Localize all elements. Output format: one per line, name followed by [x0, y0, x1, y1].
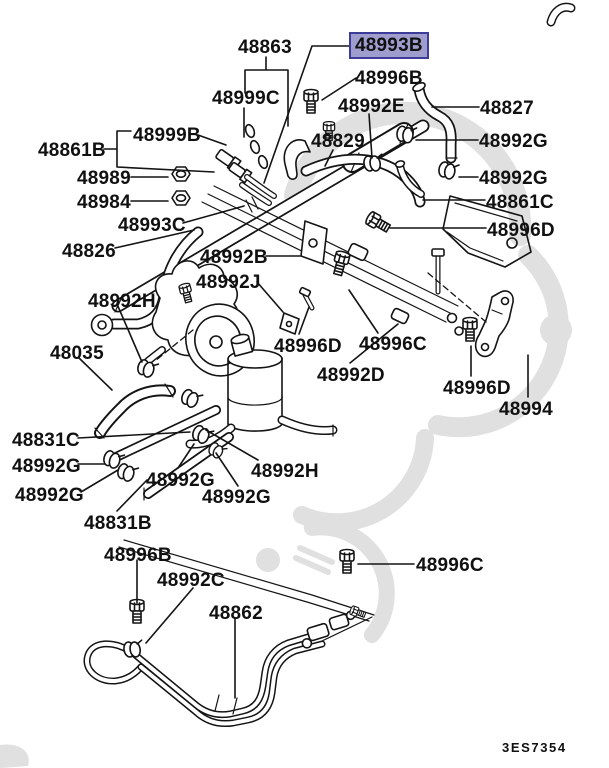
part-label-48863: 48863: [238, 37, 292, 58]
part-label-48826: 48826: [62, 241, 116, 262]
part-label-48861b: 48861B: [38, 140, 106, 161]
part-label-48035: 48035: [50, 343, 104, 364]
part-label-48861c: 48861C: [486, 192, 554, 213]
part-label-48992j: 48992J: [196, 272, 261, 293]
part-label-48831b: 48831B: [84, 513, 152, 534]
part-label-48827: 48827: [480, 98, 534, 119]
corner-elbow: [551, 7, 571, 22]
diagram-code: 3ES7354: [502, 740, 567, 755]
part-label-48999b: 48999B: [133, 125, 201, 146]
part-label-48992g-4: 48992G: [146, 470, 215, 491]
part-label-48996b-1: 48996B: [355, 68, 423, 89]
part-label-48829: 48829: [311, 131, 365, 152]
part-label-48996d-1: 48996D: [487, 220, 555, 241]
part-label-48994: 48994: [499, 399, 553, 420]
part-label-48996c-1: 48996C: [359, 334, 427, 355]
part-label-48996b-2: 48996B: [104, 545, 172, 566]
bracket-48994: [476, 291, 513, 356]
part-label-48992h-1: 48992H: [88, 291, 156, 312]
part-label-48996d-2: 48996D: [274, 336, 342, 357]
part-label-48993c: 48993C: [118, 215, 186, 236]
part-label-48831c: 48831C: [12, 430, 80, 451]
part-label-48992h-2: 48992H: [251, 461, 319, 482]
part-label-48992g-3: 48992G: [12, 456, 81, 477]
part-label-48992g-2: 48992G: [479, 168, 548, 189]
part-label-48992c: 48992C: [157, 570, 225, 591]
part-label-48992e: 48992E: [338, 96, 405, 117]
banjo-fittings: [214, 148, 274, 203]
part-label-48984: 48984: [77, 192, 131, 213]
part-label-48992g-5: 48992G: [15, 485, 84, 506]
part-label-48992d: 48992D: [317, 365, 385, 386]
part-label-48992b: 48992B: [200, 247, 268, 268]
part-label-48999c: 48999C: [212, 88, 280, 109]
part-label-48996c-2: 48996C: [416, 555, 484, 576]
part-label-48992g-1: 48992G: [479, 131, 548, 152]
part-label-48993b[interactable]: 48993B: [349, 32, 429, 59]
part-label-48989: 48989: [77, 168, 131, 189]
part-label-48996d-3: 48996D: [443, 378, 511, 399]
part-label-48992g-6: 48992G: [202, 487, 271, 508]
part-label-48862: 48862: [209, 603, 263, 624]
